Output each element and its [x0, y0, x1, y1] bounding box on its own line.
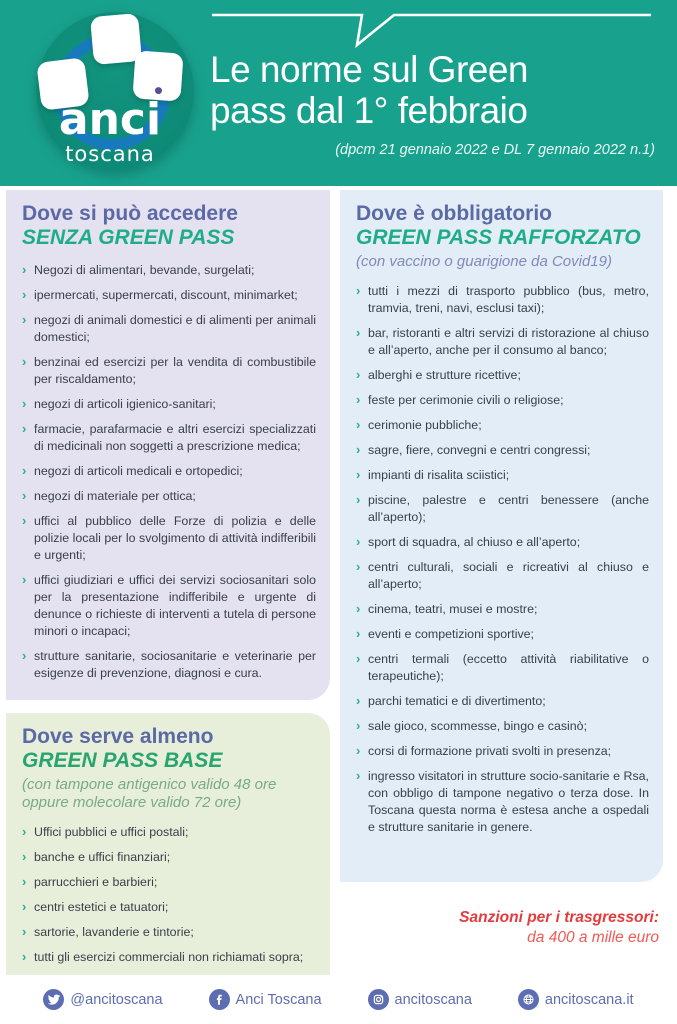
right-column: [340, 190, 663, 1009]
sanctions-note: [340, 909, 663, 947]
chevron-bullet-icon: ›: [22, 824, 27, 840]
chevron-bullet-icon: ›: [356, 283, 361, 299]
chevron-bullet-icon: ›: [356, 559, 361, 575]
sanctions-title: Sanzioni per i trasgressori:: [459, 909, 659, 926]
chevron-bullet-icon: ›: [22, 572, 27, 588]
list-item: › parrucchieri e barbieri;: [22, 874, 158, 890]
section-title: Dove si può accedere: [22, 202, 238, 225]
list-item: › banche e uffici finanziari;: [22, 849, 171, 865]
list-item: › centri termali (eccetto attività riabilitative o terapeutiche);: [356, 651, 649, 684]
logo-text-anci: anci: [58, 94, 162, 145]
chevron-bullet-icon: ›: [356, 325, 361, 341]
list-item: › centri culturali, sociali e ricreativi al chiuso e all’aperto;: [356, 559, 649, 592]
section-green-pass-base: [6, 713, 330, 1009]
chevron-bullet-icon: ›: [22, 899, 27, 915]
page-subtitle: (dpcm 21 gennaio 2022 e DL 7 gennaio 2022 n.1): [335, 142, 655, 159]
chevron-bullet-icon: ›: [356, 442, 361, 458]
chevron-bullet-icon: ›: [22, 874, 27, 890]
list-item: › sagre, fiere, convegni e centri congressi;: [356, 442, 591, 458]
chevron-bullet-icon: ›: [356, 742, 361, 758]
globe-icon: [518, 989, 539, 1010]
facebook-link[interactable]: [209, 989, 322, 1010]
list-item: › farmacie, parafarmacie e altri esercizi specializzati di medicinali non soggetti a prescrizione medica;: [22, 421, 316, 454]
list-item: › ingresso visitatori in strutture socio-sanitarie e Rsa, con obbligo di tampone negativo o terza dose. In Toscana questa norma è estesa anche a ospedali e strutture sanitarie in genere.: [356, 767, 649, 834]
instagram-link[interactable]: [368, 989, 472, 1010]
section-subtitle: SENZA GREEN PASS: [22, 226, 235, 250]
chevron-bullet-icon: ›: [22, 488, 27, 504]
list-item: › bar, ristoranti e altri servizi di ristorazione al chiuso e all’aperto, anche per il consumo al banco;: [356, 325, 649, 358]
chevron-bullet-icon: ›: [356, 651, 361, 667]
chevron-bullet-icon: ›: [356, 534, 361, 550]
chevron-bullet-icon: ›: [356, 693, 361, 708]
list-item: › impianti di risalita sciistici;: [356, 467, 510, 483]
list-item: › Uffici pubblici e uffici postali;: [22, 824, 189, 840]
list-item: › sartorie, lavanderie e tintorie;: [22, 924, 194, 940]
logo-text-toscana: toscana: [65, 142, 155, 166]
chevron-bullet-icon: ›: [22, 354, 27, 370]
twitter-handle: @ancitoscana: [70, 991, 163, 1008]
sanctions-amount: da 400 a mille euro: [527, 929, 659, 946]
chevron-bullet-icon: ›: [22, 312, 27, 328]
list-item: › sport di squadra, al chiuso e all’aperto;: [356, 534, 581, 550]
green-pass-base-list: [22, 824, 316, 991]
header: [0, 0, 677, 186]
chevron-bullet-icon: ›: [356, 767, 361, 783]
section-note: (con vaccino o guarigione da Covid19): [356, 253, 612, 271]
chevron-bullet-icon: ›: [356, 717, 361, 733]
section-senza-green-pass: [6, 190, 330, 700]
chevron-bullet-icon: ›: [22, 513, 27, 529]
list-item: › alberghi e strutture ricettive;: [356, 367, 521, 383]
list-item: › cerimonie pubbliche;: [356, 417, 482, 433]
left-column: [6, 190, 330, 1009]
chevron-bullet-icon: ›: [22, 262, 27, 278]
list-item: › strutture sanitarie, sociosanitarie e veterinarie per esigenze di prevenzione, diagnosi e cura.: [22, 648, 316, 680]
chevron-bullet-icon: ›: [22, 924, 27, 940]
list-item: › parchi tematici e di divertimento;: [356, 693, 546, 708]
senza-green-pass-list: [22, 262, 316, 682]
page-title-line1: Le norme sul Green: [210, 49, 529, 90]
chevron-bullet-icon: ›: [22, 648, 27, 663]
green-pass-rafforzato-list: [356, 283, 649, 836]
page-title-line2: pass dal 1° febbraio: [210, 89, 528, 131]
list-item: › tutti gli esercizi commerciali non richiamati sopra;: [22, 949, 304, 965]
section-title: Dove è obbligatorio: [356, 202, 553, 225]
list-item: › piscine, palestre e centri benessere (anche all’aperto);: [356, 492, 649, 525]
title-block: [210, 12, 655, 158]
facebook-label: Anci Toscana: [235, 991, 322, 1008]
chevron-bullet-icon: ›: [356, 601, 361, 617]
chevron-bullet-icon: ›: [22, 396, 27, 412]
speech-bubble-line: [210, 12, 653, 48]
chevron-bullet-icon: ›: [22, 421, 27, 437]
list-item: › centri estetici e tatuatori;: [22, 899, 169, 915]
chevron-bullet-icon: ›: [22, 849, 27, 865]
list-item: › eventi e competizioni sportive;: [356, 626, 534, 642]
facebook-icon: [209, 989, 230, 1010]
list-item: › corsi di formazione privati svolti in presenza;: [356, 742, 612, 758]
website-link[interactable]: [518, 989, 634, 1010]
chevron-bullet-icon: ›: [356, 492, 361, 508]
twitter-link[interactable]: [43, 989, 162, 1010]
anci-toscana-logo: [34, 10, 196, 176]
list-item: › uffici al pubblico delle Forze di polizia e delle polizie locali per lo svolgimento di attività indifferibili e urgenti;: [22, 513, 316, 563]
chevron-bullet-icon: ›: [22, 287, 27, 303]
chevron-bullet-icon: ›: [356, 417, 361, 433]
list-item: › tutti i mezzi di trasporto pubblico (bus, metro, tramvia, treni, navi, esclusi taxi);: [356, 283, 649, 316]
footer: [0, 975, 677, 1024]
section-green-pass-rafforzato: [340, 190, 663, 882]
list-item: › Negozi di alimentari, bevande, surgelati;: [22, 262, 255, 278]
list-item: › uffici giudiziari e uffici dei servizi sociosanitari solo per la presentazione indifferibile e urgente di denunce o richieste di interventi a tutela di persone minori o incapaci;: [22, 572, 316, 639]
list-item: › negozi di articoli igienico-sanitari;: [22, 396, 216, 412]
chevron-bullet-icon: ›: [22, 463, 27, 479]
section-title: Dove serve almeno: [22, 724, 214, 748]
chevron-bullet-icon: ›: [356, 626, 361, 642]
twitter-icon: [43, 989, 64, 1010]
list-item: › benzinai ed esercizi per la vendita di combustibile per riscaldamento;: [22, 354, 316, 387]
list-item: › cinema, teatri, musei e mostre;: [356, 601, 538, 617]
section-note: (con tampone antigenico valido 48 ore oppure molecolare valido 72 ore): [22, 776, 277, 812]
chevron-bullet-icon: ›: [356, 467, 361, 483]
instagram-label: ancitoscana: [394, 991, 472, 1008]
chevron-bullet-icon: ›: [356, 392, 361, 408]
list-item: › feste per cerimonie civili o religiose;: [356, 392, 564, 408]
website-label: ancitoscana.it: [544, 991, 634, 1008]
page-title: [210, 50, 655, 131]
section-subtitle: GREEN PASS RAFFORZATO: [356, 226, 641, 250]
instagram-icon: [368, 989, 389, 1010]
logo-square-top: [90, 13, 142, 65]
chevron-bullet-icon: ›: [356, 367, 361, 383]
list-item: › negozi di animali domestici e di alimenti per animali domestici;: [22, 312, 316, 345]
list-item: › sale gioco, scommesse, bingo e casinò;: [356, 717, 588, 733]
section-subtitle: GREEN PASS BASE: [22, 749, 223, 773]
list-item: › negozi di materiale per ottica;: [22, 488, 196, 504]
content: [6, 190, 663, 1009]
list-item: › negozi di articoli medicali e ortopedici;: [22, 463, 243, 479]
list-item: › ipermercati, supermercati, discount, minimarket;: [22, 287, 298, 303]
chevron-bullet-icon: ›: [22, 949, 27, 965]
